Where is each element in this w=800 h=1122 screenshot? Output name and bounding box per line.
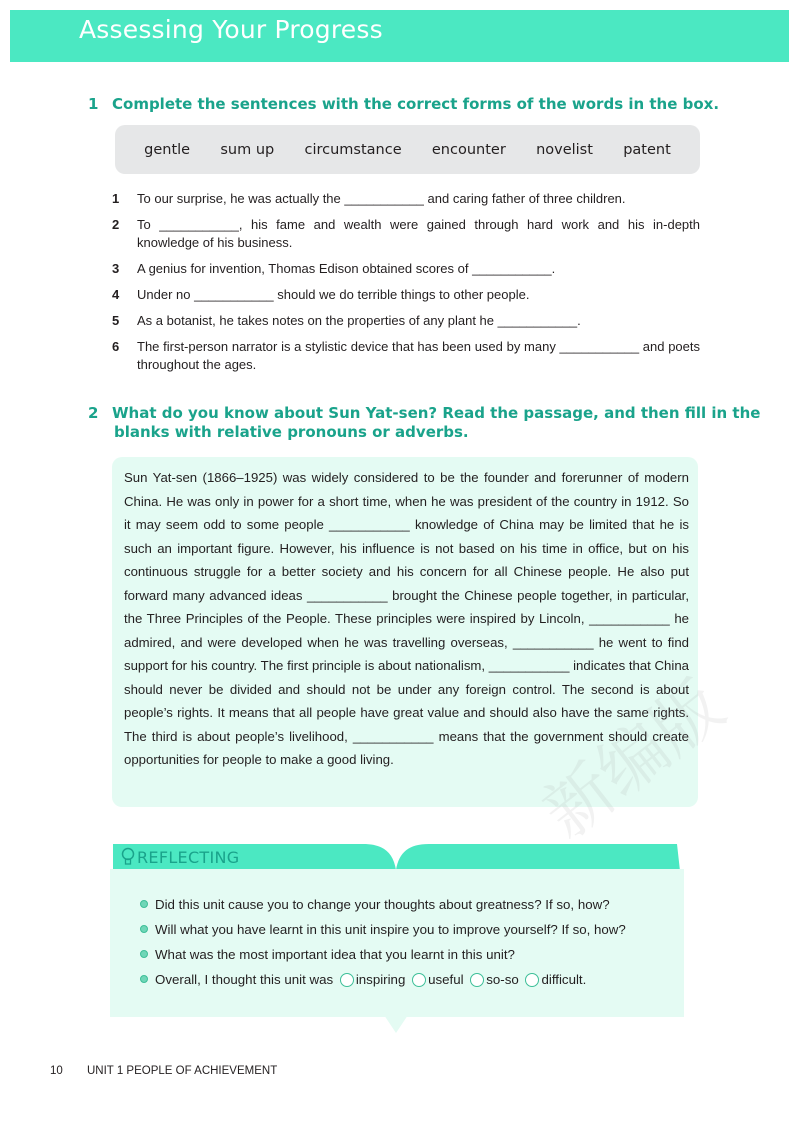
overall-prefix: Overall, I thought this unit was bbox=[155, 972, 334, 987]
exercise-1-instruction: Complete the sentences with the correct forms of the words in the box. bbox=[112, 95, 720, 113]
exercise-1-number: 1 bbox=[88, 95, 99, 113]
sentence-item bbox=[112, 338, 700, 374]
reflecting-item bbox=[140, 921, 626, 939]
sentence-item bbox=[112, 260, 700, 278]
page-title: Assessing Your Progress bbox=[79, 15, 383, 44]
sentence-number: 5 bbox=[112, 313, 120, 328]
option-label: useful bbox=[428, 972, 464, 987]
lightbulb-icon bbox=[121, 847, 135, 867]
sentence-text: Under no ___________ should we do terrible things to other people. bbox=[137, 287, 530, 302]
reflecting-box bbox=[110, 869, 684, 1017]
sentence-item bbox=[112, 312, 700, 330]
word-item: gentle bbox=[144, 141, 191, 158]
reflecting-item-text: Will what you have learnt in this unit inspire you to improve yourself? If so, how? bbox=[155, 922, 626, 937]
exercise-2-heading bbox=[88, 404, 760, 442]
word-item: sum up bbox=[220, 141, 275, 158]
exercise-2-instruction-line1: What do you know about Sun Yat-sen? Read the passage, and then fill in the bbox=[112, 404, 761, 422]
word-item: patent bbox=[623, 141, 671, 158]
passage-text: Sun Yat-sen (1866–1925) was widely considered to be the founder and forerunner of modern China. He was only in power for a short time, when he was president of the country in 1912. So it may seem odd to some people ___________ knowledge of China may be limited that he is such an important figure. However, his influence is not based on his time in office, but on his continuous struggle for a better society and his concern for all Chinese people. He also put forward many advanced ideas ___________ brought the Chinese people together, in particular, the Three Principles of the People. These principles were inspired by Lincoln, ___________ he admired, and were developed when he was travelling overseas, ___________ he went to find support for his country. The first principle is about nationalism, ___________ indicates that China should never be divided and should not be under any foreign control. The second is about people’s rights. It means that all people have great value and should also have the same rights. The third is about people’s livelihood, ___________ means that the government should create opportunities for people to make a good living. bbox=[124, 470, 689, 767]
sentence-text: The first-person narrator is a stylistic device that has been used by many ___________ and poets throughout the ages. bbox=[137, 339, 700, 372]
option-label: difficult. bbox=[541, 972, 587, 987]
sentence-number: 6 bbox=[112, 339, 120, 354]
sentence-item bbox=[112, 190, 700, 208]
reflecting-pointer bbox=[384, 1015, 408, 1035]
sentence-number: 4 bbox=[112, 287, 120, 302]
word-item: encounter bbox=[431, 141, 506, 158]
reflecting-item bbox=[140, 896, 610, 914]
word-box bbox=[115, 125, 700, 174]
exercise-1-heading bbox=[88, 95, 719, 114]
option-circle-so-so[interactable] bbox=[470, 973, 484, 987]
option-label: so-so bbox=[486, 972, 519, 987]
reflecting-label: REFLECTING bbox=[137, 848, 240, 867]
sentence-item bbox=[112, 216, 700, 252]
bullet-icon bbox=[140, 950, 148, 958]
option-circle-useful[interactable] bbox=[412, 973, 426, 987]
page-number: 10 bbox=[50, 1065, 63, 1077]
option-circle-inspiring[interactable] bbox=[340, 973, 354, 987]
word-item: circumstance bbox=[304, 141, 402, 158]
bullet-icon bbox=[140, 975, 148, 983]
sentence-item bbox=[112, 286, 700, 304]
option-circle-difficult[interactable] bbox=[525, 973, 539, 987]
reflecting-item-text: Did this unit cause you to change your thoughts about greatness? If so, how? bbox=[155, 897, 610, 912]
reflecting-item-text: What was the most important idea that you learnt in this unit? bbox=[155, 947, 515, 962]
exercise-2-number: 2 bbox=[88, 404, 99, 422]
exercise-2-instruction-line2: blanks with relative pronouns or adverbs. bbox=[114, 423, 469, 441]
bullet-icon bbox=[140, 900, 148, 908]
sentence-text: A genius for invention, Thomas Edison obtained scores of ___________. bbox=[137, 261, 556, 276]
sentence-number: 1 bbox=[112, 191, 120, 206]
sentence-number: 3 bbox=[112, 261, 120, 276]
sentence-text: As a botanist, he takes notes on the properties of any plant he ___________. bbox=[137, 313, 581, 328]
option-label: inspiring bbox=[355, 972, 406, 987]
bullet-icon bbox=[140, 925, 148, 933]
footer-unit-title: UNIT 1 PEOPLE OF ACHIEVEMENT bbox=[87, 1065, 278, 1077]
reflecting-overall bbox=[140, 971, 586, 989]
sentence-number: 2 bbox=[112, 217, 120, 232]
sentence-text: To our surprise, he was actually the ___________ and caring father of three children. bbox=[137, 191, 626, 206]
word-item: novelist bbox=[536, 141, 593, 158]
reflecting-item bbox=[140, 946, 515, 964]
sentence-text: To ___________, his fame and wealth were gained through hard work and his in-depth knowledge of his business. bbox=[137, 217, 700, 250]
